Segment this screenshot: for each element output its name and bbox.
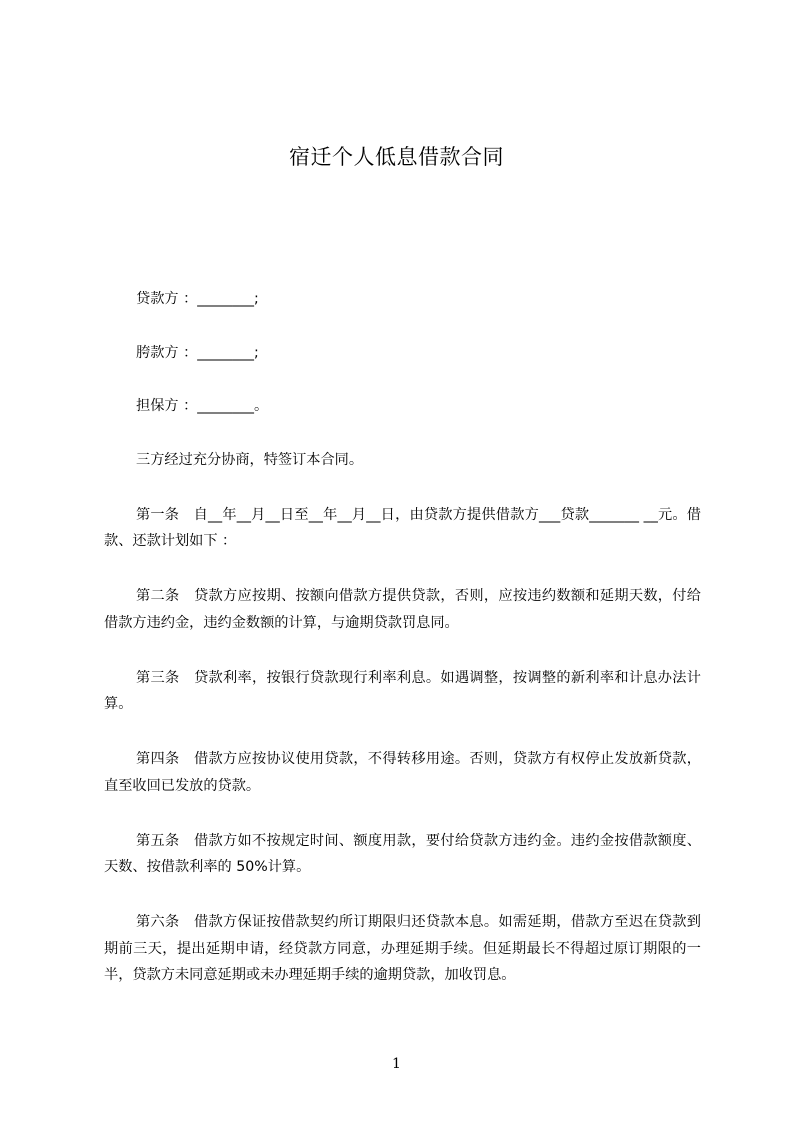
article-5: 第五条 借款方如不按规定时间、额度用款，要付给贷款方违约金。违约金按借款额度、天数、按借款利率的 50%计算。 [104,832,701,875]
borrower-party-line: 胯款方 ：________; [136,344,259,361]
article-4: 第四条 借款方应按协议使用贷款，不得转移用途。否则，贷款方有权停止发放新贷款，直至收回已发放的贷款。 [104,751,701,794]
article-3: 第三条 贷款利率，按银行贷款现行利率利息。如遇调整，按调整的新利率和计息办法计算。 [104,669,701,712]
article-1: 第一条 自__年__月__日至__年__月__日，由贷款方提供借款方___贷款_______ __元。借款、还款计划如下 ： [104,506,701,549]
contract-intro: 三方经过充分协商，特签订本合同。 [136,451,364,468]
contract-body [104,286,701,1017]
lender-party-line: 贷款方 ：________; [136,291,259,307]
article-6: 第六条 借款方保证按借款契约所订期限归还贷款本息。如需延期，借款方至迟在贷款到期前三天，提出延期申请，经贷款方同意，办理延期手续。但延期最长不得超过原订期限的一半，贷款方未同意延期或未办理延期手续的逾期贷款，加收罚息。 [104,914,701,983]
article-2: 第二条 贷款方应按期、按额向借款方提供贷款，否则，应按违约数额和延期天数，付给借款方违约金，违约金数额的计算，与逾期贷款罚息同。 [104,588,701,631]
document-title: 宿迁个人低息借款合同 [289,145,504,169]
page-number: 1 [392,1056,401,1072]
guarantor-party-line: 担保方 ：________。 [136,398,269,414]
